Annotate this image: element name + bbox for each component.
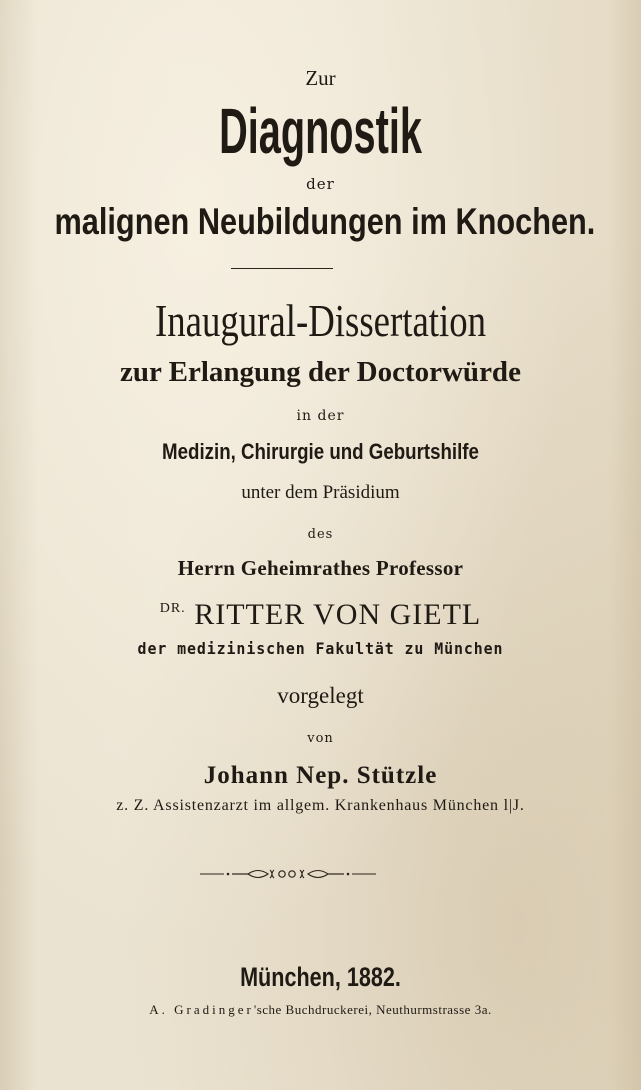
von-text: von	[307, 731, 334, 746]
presidium-text: unter dem Präsidium	[241, 482, 400, 503]
printer-details: 'sche Buchdruckerei, Neuthurmstrasse 3a.	[253, 1002, 492, 1017]
des-text: des	[307, 527, 334, 542]
professor-line	[0, 590, 641, 634]
title-der: der	[306, 175, 335, 193]
title-zur: Zur	[305, 66, 336, 90]
dissertation-heading: Inaugural-Dissertation	[154, 295, 487, 346]
printer-line	[0, 1002, 641, 1018]
title-diagnostik: Diagnostik	[219, 95, 422, 167]
faculty-fields: Medizin, Chirurgie und Geburtshilfe	[162, 439, 479, 464]
faculty-line: der medizinischen Fakultät zu München	[137, 639, 504, 658]
ornament-divider	[200, 866, 376, 882]
title-subject: malignen Neubildungen im Knochen.	[54, 201, 596, 242]
author-name: Johann Nep. Stützle	[203, 762, 438, 789]
place-year: München, 1882.	[240, 962, 401, 992]
professor-title: Herrn Geheimrathes Professor	[177, 556, 464, 580]
dissertation-purpose: zur Erlangung der Doctorwürde	[120, 356, 521, 388]
professor-prefix: DR.	[159, 601, 186, 616]
submitted-text: vorgelegt	[277, 683, 364, 708]
professor-name: RITTER VON GIETL	[194, 598, 482, 631]
divider-rule	[231, 268, 333, 269]
printer-name: A. Gradinger	[149, 1002, 254, 1017]
in-der-text: in der	[296, 408, 345, 424]
author-position: z. Z. Assistenzarzt im allgem. Krankenhaus München l|J.	[116, 797, 525, 814]
